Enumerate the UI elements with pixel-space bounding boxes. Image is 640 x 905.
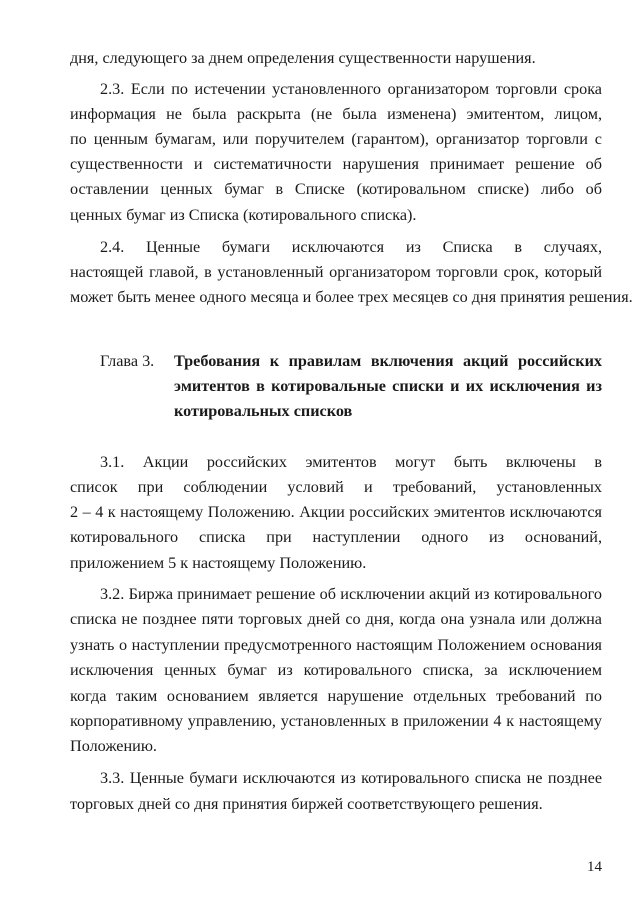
paragraph-line: исключения ценных бумаг из котировального списка, за исключением — [70, 661, 602, 679]
paragraph-line: оставлении ценных бумаг в Списке (котировальном списке) либо об — [70, 180, 602, 198]
paragraph-line: информация не была раскрыта (не была изменена) эмитентом, лицом, — [70, 105, 602, 123]
paragraph-line: Положению. — [70, 737, 157, 755]
paragraph-line: корпоративному управлению, установленных в приложении 4 к настоящему — [70, 712, 602, 730]
paragraph-line: существенности и систематичности нарушения принимает решение об — [70, 155, 602, 173]
paragraph-line: список при соблюдении условий и требований, установленных — [70, 478, 602, 496]
paragraph-line: 2.4. Ценные бумаги исключаются из Списка в случаях, — [100, 238, 602, 256]
paragraph-line: когда таким основанием является нарушение отдельных требований по — [70, 687, 602, 705]
paragraph-line: котировального списка при наступлении одного из оснований, — [70, 528, 602, 546]
paragraph-line: 3.1. Акции российских эмитентов могут быть включены в — [100, 453, 602, 471]
paragraph-line: 2 – 4 к настоящему Положению. Акции российских эмитентов исключаются — [70, 503, 602, 521]
chapter-label: Глава 3. — [100, 352, 155, 370]
paragraph-line: 3.2. Биржа принимает решение об исключении акций из котировального — [100, 585, 602, 603]
paragraph-line: торговых дней со дня принятия биржей соответствующего решения. — [70, 795, 543, 813]
chapter-title-line: котировальных списков — [174, 402, 353, 420]
paragraph-line: приложением 5 к настоящему Положению. — [70, 554, 367, 572]
chapter-title-line: Требования к правилам включения акций российских — [174, 352, 602, 370]
paragraph-line: 3.3. Ценные бумаги исключаются из котировального списка не позднее — [100, 769, 602, 787]
paragraph-line: дня, следующего за днем определения существенности нарушения. — [70, 49, 536, 67]
paragraph-line: может быть менее одного месяца и более трех месяцев со дня принятия решения. — [70, 288, 633, 306]
paragraph-line: узнать о наступлении предусмотренного настоящим Положением основания — [70, 636, 602, 654]
paragraph-line: по ценным бумагам, или поручителем (гарантом), организатор торговли с — [70, 130, 602, 148]
paragraph-line: настоящей главой, в установленный организатором торговли срок, который — [70, 263, 602, 281]
page-number: 14 — [587, 859, 602, 875]
chapter-title-line: эмитентов в котировальные списки и их исключения из — [174, 377, 602, 395]
paragraph-line: ценных бумаг из Списка (котировального списка). — [70, 206, 417, 224]
paragraph-line: 2.3. Если по истечении установленного организатором торговли срока — [100, 80, 602, 98]
paragraph-line: списка не позднее пяти торговых дней со дня, когда она узнала или должна — [70, 610, 602, 628]
